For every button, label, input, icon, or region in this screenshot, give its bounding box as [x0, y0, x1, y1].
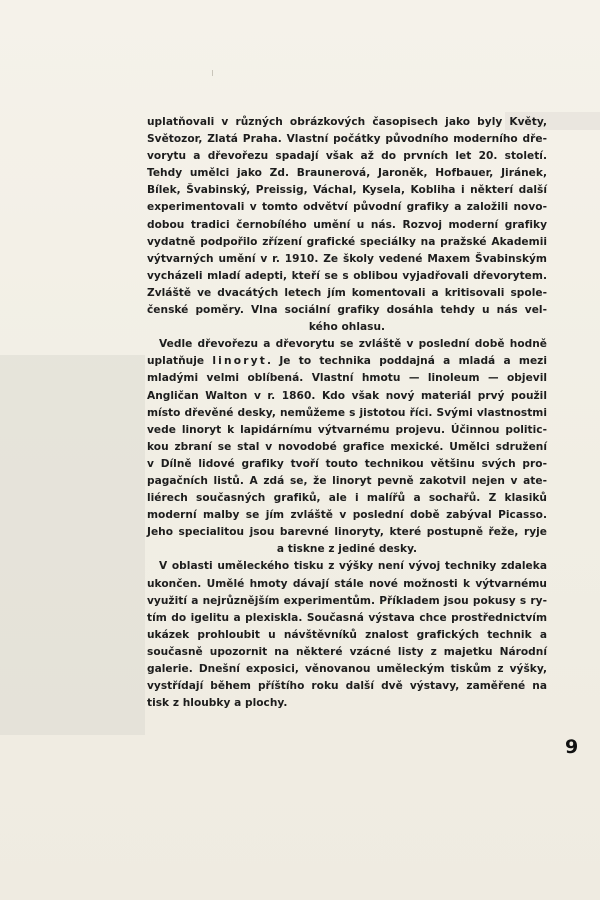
- paragraph-2: [147, 336, 547, 558]
- text-line: V oblasti uměleckého tisku z výšky není vývoj techniky zdaleka: [159, 560, 547, 573]
- text-line: [147, 353, 547, 370]
- text-line: ukončen. Umělé hmoty dávají stále nové možnosti k výtvarnému: [147, 577, 547, 590]
- text-line: Zvláště ve dvacátých letech jím komentovali a kritisovali spole-: [147, 286, 547, 299]
- text-column: [147, 114, 547, 712]
- text-line: dobou tradici černobílého umění u nás. Rozvoj moderní grafiky: [147, 218, 547, 231]
- text-line: a tiskne z jediné desky.: [276, 543, 418, 556]
- text-line: Tehdy umělci jako Zd. Braunerová, Jaroněk, Hofbauer, Jiránek,: [147, 167, 547, 180]
- text-line: liérech současných grafiků, ale i malířů a sochařů. Z klasiků: [147, 492, 547, 505]
- text-line: Bílek, Švabinský, Preissig, Váchal, Kysela, Kobliha i některí další: [147, 184, 547, 197]
- text-line: mladými velmi oblíbená. Vlastní hmotu — linoleum — objevil: [147, 372, 547, 385]
- text-line: tisk z hloubky a plochy.: [147, 697, 288, 710]
- paragraph-1: [147, 114, 547, 336]
- text-line: Jeho specialitou jsou barevné linoryty, které postupně řeže, ryje: [147, 526, 547, 539]
- text-fragment: . Je to technika poddajná a mladá a mezi: [267, 355, 547, 368]
- text-line: vystřídají během příštího roku další dvě výstavy, zaměřené na: [147, 680, 547, 693]
- spaced-term: linoryt: [212, 355, 268, 368]
- text-line: místo dřevěné desky, nemůžeme s jistotou říci. Svými vlastnostmi: [147, 406, 547, 419]
- text-line: moderní malby se jím zvláště v poslední době zabýval Picasso.: [147, 509, 547, 522]
- text-line: ukázek prohloubit u návštěvníků znalost grafických technik a: [147, 628, 547, 641]
- text-line: vede linoryt k lapidárnímu výtvarnému projevu. Účinnou politic-: [147, 423, 547, 436]
- text-line: v Dílně lidové grafiky tvoří touto technikou většinu svých pro-: [147, 457, 547, 470]
- text-line: současně upozornit na některé vzácné listy z majetku Národní: [147, 645, 547, 658]
- text-line: Světozor, Zlatá Praha. Vlastní počátky původního moderního dře-: [147, 133, 547, 146]
- text-line: kou zbraní se stal v novodobé grafice mexické. Umělci sdružení: [147, 440, 547, 453]
- text-line: vydatně podpořilo zřízení grafické speciálky na pražské Akademii: [147, 235, 547, 248]
- text-line: kého ohlasu.: [308, 321, 386, 334]
- text-line: Angličan Walton v r. 1860. Kdo však nový materiál prvý použil: [147, 389, 547, 402]
- text-line: vycházeli mladí adepti, kteří se s oblibou vyjadřovali dřevorytem.: [147, 269, 547, 282]
- text-line: využití a nejrůznějším experimentům. Příkladem jsou pokusy s ry-: [147, 594, 547, 607]
- text-line: pagačních listů. A zdá se, že linoryt pevně zakotvil nejen v ate-: [147, 474, 547, 487]
- text-fragment: uplatňuje: [147, 355, 205, 368]
- text-line: uplatňovali v různých obrázkových časopisech jako byly Květy,: [147, 116, 547, 128]
- text-line: výtvarných umění v r. 1910. Ze školy vedené Maxem Švabinským: [147, 252, 547, 265]
- paper-mark: [212, 70, 213, 76]
- show-through-shadow: [0, 355, 145, 735]
- text-line: čenské poměry. Vlna sociální grafiky dosáhla tehdy u nás vel-: [147, 304, 547, 317]
- text-line: tím do igelitu a plexiskla. Současná výstava chce prostřednictvím: [147, 611, 547, 624]
- text-line: experimentovali v tomto odvětví původní grafiky a založili novo-: [147, 201, 547, 214]
- paragraph-3: [147, 558, 547, 712]
- text-line: galerie. Dnešní exposici, věnovanou uměleckým tiskům z výšky,: [147, 663, 547, 675]
- text-line: Vedle dřevořezu a dřevorytu se zvláště v poslední době hodně: [159, 338, 547, 351]
- text-line: vorytu a dřevořezu spadají však až do prvních let 20. století.: [147, 150, 547, 163]
- page-number: 9: [565, 736, 579, 758]
